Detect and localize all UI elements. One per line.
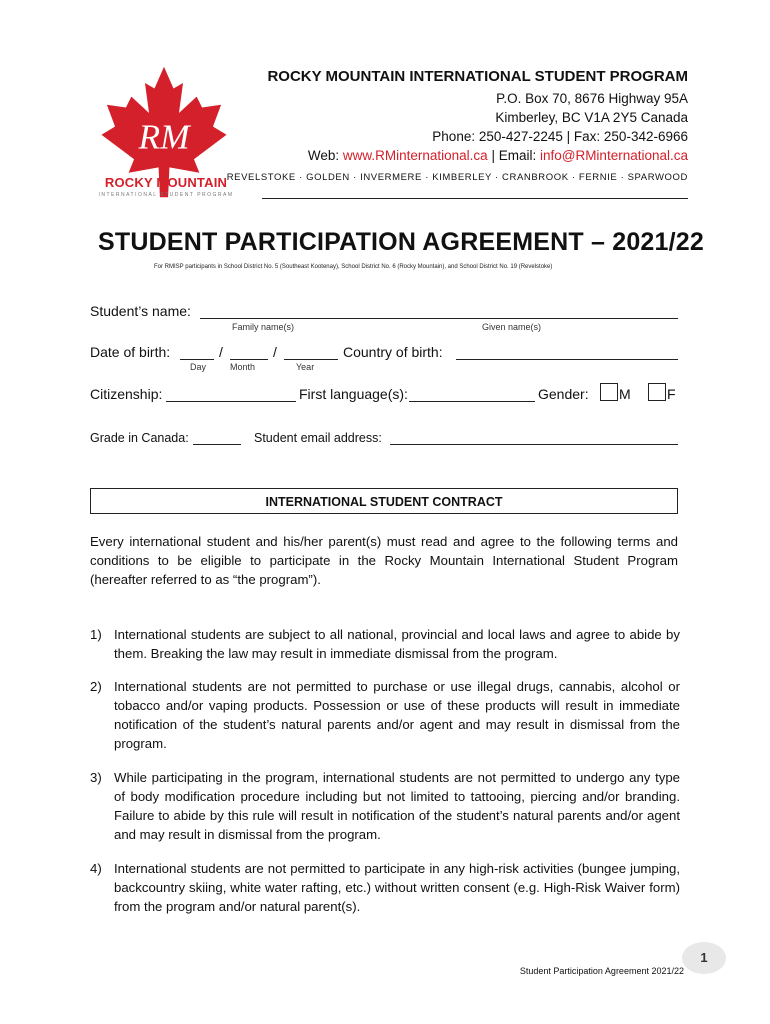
family-name-hint: Family name(s) — [232, 322, 295, 332]
item-number: 1) — [90, 627, 102, 642]
student-email-field[interactable] — [390, 430, 678, 445]
item-number: 4) — [90, 861, 102, 876]
given-name-hint: Given name(s) — [482, 322, 542, 332]
website-link[interactable]: www.RMinternational.ca — [342, 148, 488, 163]
web-email-line — [308, 148, 688, 163]
student-name-label: Student’s name: — [90, 303, 191, 319]
phone-line: Phone: 250-427-2245 | Fax: 250-342-6966 — [432, 129, 688, 144]
grade-label: Grade in Canada: — [90, 431, 189, 445]
email-label: | Email: — [487, 148, 540, 163]
day-hint: Day — [190, 362, 207, 372]
item-text: International students are not permitted to purchase or use illegal drugs, cannabis, alcohol or tobacco and/or vaping products. Possession or use of these products will result in immediate notification of the student’s natural parents and/or agent and may result in dismissal from the program. — [114, 679, 680, 751]
address-line-1: P.O. Box 70, 8676 Highway 95A — [496, 91, 688, 106]
citizenship-label: Citizenship: — [90, 386, 163, 402]
contract-item — [90, 625, 680, 663]
footer-text: Student Participation Agreement 2021/22 — [519, 966, 684, 976]
dob-label: Date of birth: — [90, 344, 171, 360]
grade-field[interactable] — [193, 430, 241, 445]
document-title: STUDENT PARTICIPATION AGREEMENT – 2021/22 — [98, 228, 704, 256]
contract-item — [90, 677, 680, 753]
logo-monogram: RM — [138, 116, 190, 157]
item-number: 2) — [90, 679, 102, 694]
gender-label: Gender: — [538, 386, 589, 402]
first-language-field[interactable] — [409, 387, 535, 402]
org-title: ROCKY MOUNTAIN INTERNATIONAL STUDENT PROGRAM — [267, 68, 688, 85]
web-label: Web: — [307, 148, 343, 163]
logo-tagline: INTERNATIONAL STUDENT PROGRAM — [98, 192, 234, 198]
student-email-label: Student email address: — [254, 431, 382, 445]
student-name-field[interactable] — [200, 304, 678, 319]
dob-separator-1: / — [219, 344, 223, 360]
dob-day-field[interactable] — [180, 345, 214, 360]
contract-item — [90, 859, 680, 916]
item-number: 3) — [90, 770, 102, 785]
item-text: International students are not permitted to participate in any high-risk activities (bungee jumping, backcountry skiing, white water rafting, etc.) without written consent (e.g. High-Risk Waiver form) from the program and/or natural parent(s). — [114, 861, 680, 914]
item-text: While participating in the program, international students are not permitted to undergo any type of body modification procedure including but not limited to tattooing, piercing and/or branding. Failure to abide by this rule will result in notification of the student’s natural parents and/or agent and may result in dismissal from the program. — [114, 770, 680, 842]
contract-item — [90, 768, 680, 844]
gender-f-label: F — [667, 386, 676, 402]
month-hint: Month — [230, 362, 256, 372]
citizenship-field[interactable] — [166, 387, 296, 402]
gender-m-checkbox[interactable] — [600, 383, 618, 401]
document-subtitle: For RMISP participants in School District No. 5 (Southeast Kootenay), School District No. 6 (Rocky Mountain), and School District No. 19 (Revelstoke) — [154, 264, 553, 270]
page-number: 1 — [700, 950, 708, 965]
contract-heading: INTERNATIONAL STUDENT CONTRACT — [265, 495, 503, 509]
logo-name: ROCKY MOUNTAIN — [104, 175, 228, 190]
header-divider — [262, 198, 688, 199]
country-of-birth-label: Country of birth: — [343, 344, 443, 360]
address-line-2: Kimberley, BC V1A 2Y5 Canada — [495, 110, 688, 125]
dob-separator-2: / — [273, 344, 277, 360]
country-of-birth-field[interactable] — [456, 345, 678, 360]
email-link[interactable]: info@RMinternational.ca — [539, 148, 688, 163]
contract-intro: Every international student and his/her parent(s) must read and agree to the following terms and conditions to be eligible to participate in the Rocky Mountain International Student Program (hereafter referred to as “the program”). — [90, 534, 678, 587]
first-language-label: First language(s): — [299, 386, 408, 402]
gender-m-label: M — [619, 386, 631, 402]
gender-f-checkbox[interactable] — [648, 383, 666, 401]
year-hint: Year — [296, 362, 315, 372]
item-text: International students are subject to all national, provincial and local laws and agree to abide by them. Breaking the law may result in immediate dismissal from the program. — [114, 627, 680, 661]
dob-month-field[interactable] — [230, 345, 268, 360]
towns-list: REVELSTOKE · GOLDEN · INVERMERE · KIMBERLEY · CRANBROOK · FERNIE · SPARWOOD — [226, 172, 688, 183]
dob-year-field[interactable] — [284, 345, 338, 360]
